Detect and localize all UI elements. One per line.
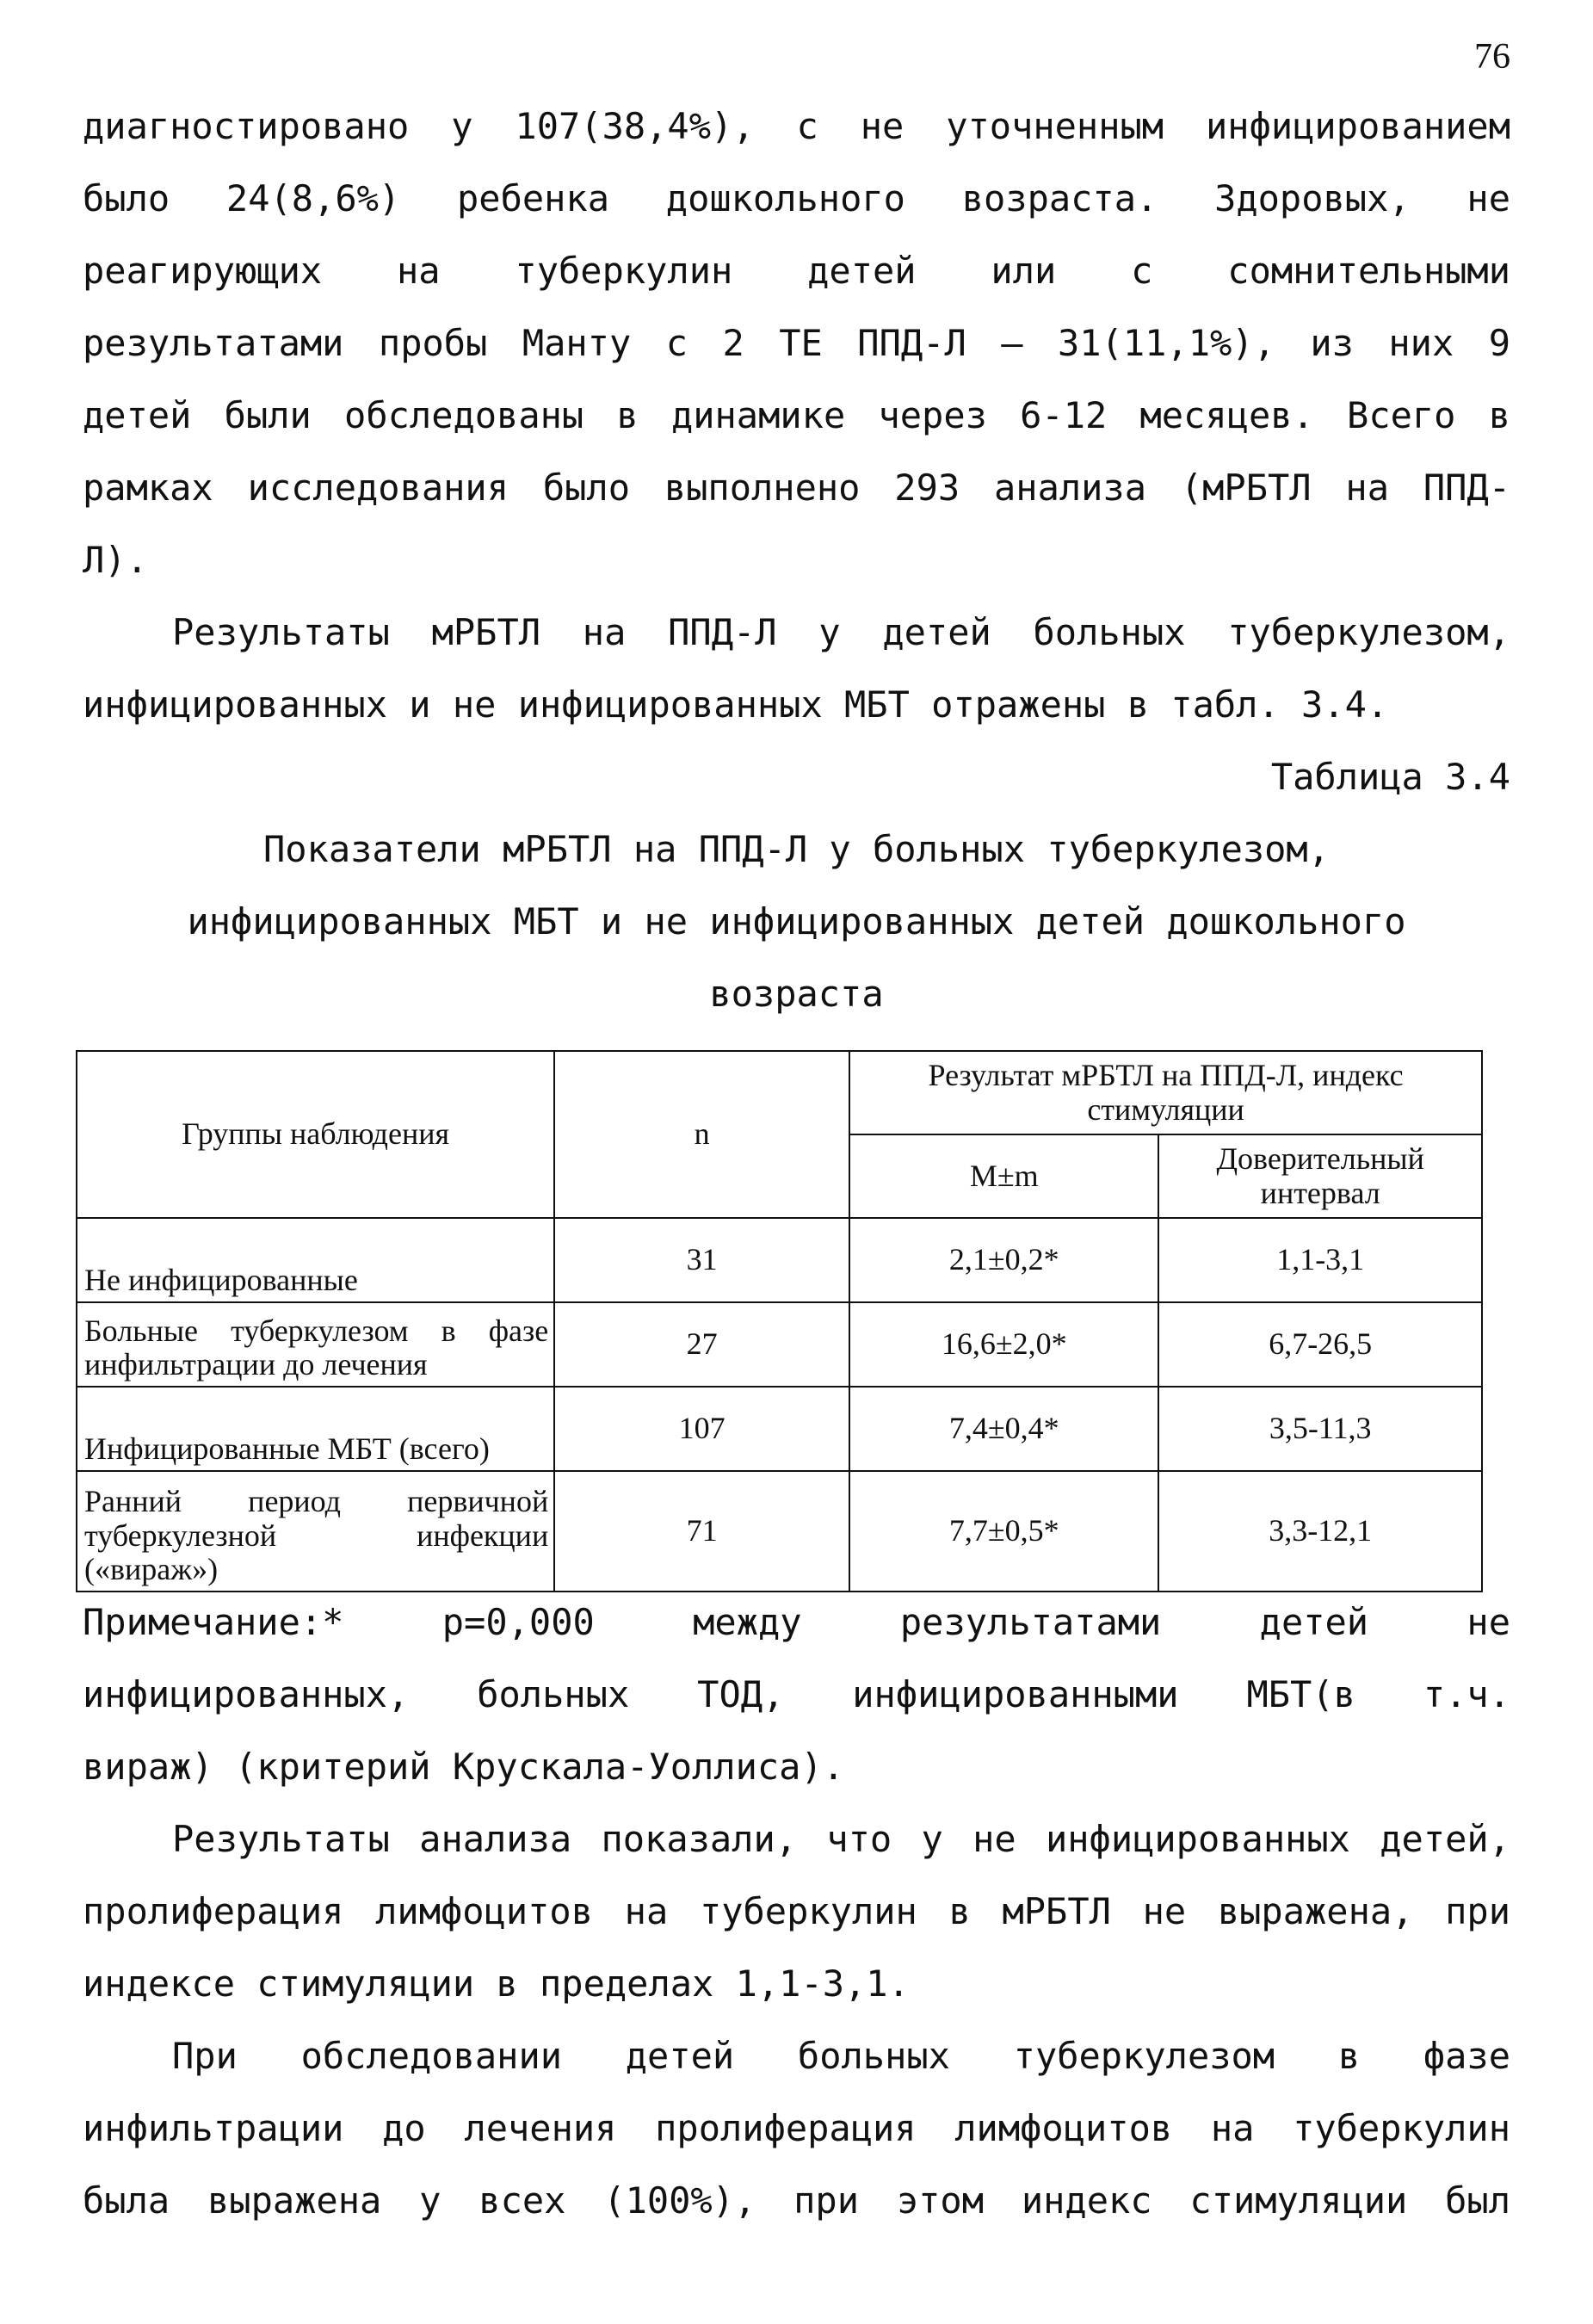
ci-header: Доверительный интервал [1158,1134,1482,1218]
note-line: Примечание:* p=0,000 между результатами детей не [83,1601,1510,1643]
page-number: 76 [1474,37,1510,77]
mean-cell: 2,1±0,2* [849,1218,1158,1302]
table-row [77,1302,1482,1387]
table-row [77,1387,1482,1471]
group-cell: Ранний период первичной туберкулезной инфекции («вираж») [77,1471,554,1592]
results-table-wrapper [76,1050,1483,1592]
note-line: инфицированных, больных ТОД, инфицированными МБТ(в т.ч. [83,1673,1510,1715]
table-title-line: Показатели мРБТЛ на ППД-Л у больных туберкулезом, [262,828,1331,870]
ci-cell: 6,7-26,5 [1158,1302,1482,1387]
text-line: Результаты мРБТЛ на ППД-Л у детей больных туберкулезом, [172,611,1510,653]
result-header: Результат мРБТЛ на ППД-Л, индекс стимуляции [849,1051,1482,1134]
ci-cell: 3,5-11,3 [1158,1387,1482,1471]
n-header: n [554,1051,849,1218]
mean-cell: 7,7±0,5* [849,1471,1158,1592]
text-line: Результаты анализа показали, что у не инфицированных детей, [172,1818,1510,1860]
text-line: При обследовании детей больных туберкулезом в фазе [172,2035,1510,2077]
group-cell: Не инфицированные [77,1218,554,1302]
n-cell: 31 [554,1218,849,1302]
mean-cell: 7,4±0,4* [849,1387,1158,1471]
table-row [77,1218,1482,1302]
table-row [77,1471,1482,1592]
table-title-line: инфицированных МБТ и не инфицированных детей дошкольного [187,900,1406,943]
mean-cell: 16,6±2,0* [849,1302,1158,1387]
ci-cell: 3,3-12,1 [1158,1471,1482,1592]
table-title-line: возраста [709,973,884,1015]
table-label: Таблица 3.4 [1270,756,1510,798]
text-line: результатами пробы Манту с 2 ТЕ ППД-Л – 31(11,1%), из них 9 [83,322,1510,364]
text-line: было 24(8,6%) ребенка дошкольного возраста. Здоровых, не [83,177,1510,219]
n-cell: 71 [554,1471,849,1592]
text-line: пролиферация лимфоцитов на туберкулин в мРБТЛ не выражена, при [83,1890,1510,1932]
note-line: вираж) (критерий Крускала-Уоллиса). [83,1746,845,1788]
group-cell: Инфицированные МБТ (всего) [77,1387,554,1471]
table-header-row [77,1051,1482,1134]
group-cell: Больные туберкулезом в фазе инфильтрации до лечения [77,1302,554,1387]
text-line: детей были обследованы в динамике через 6-12 месяцев. Всего в [83,394,1510,436]
n-cell: 107 [554,1387,849,1471]
text-line: инфильтрации до лечения пролиферация лимфоцитов на туберкулин [83,2107,1510,2149]
results-table [76,1050,1483,1592]
text-line: инфицированных и не инфицированных МБТ отражены в табл. 3.4. [83,683,1389,726]
text-line: была выражена у всех (100%), при этом индекс стимуляции был [83,2179,1510,2222]
n-cell: 27 [554,1302,849,1387]
text-line: Л). [83,539,148,581]
text-line: индексе стимуляции в пределах 1,1-3,1. [83,1962,910,2005]
text-line: диагностировано у 107(38,4%), с не уточненным инфицированием [83,105,1510,147]
group-header: Группы наблюдения [77,1051,554,1218]
text-line: реагирующих на туберкулин детей или с сомнительными [83,250,1510,292]
mean-header: M±m [849,1134,1158,1218]
ci-cell: 1,1-3,1 [1158,1218,1482,1302]
text-line: рамках исследования было выполнено 293 анализа (мРБТЛ на ППД- [83,467,1510,509]
